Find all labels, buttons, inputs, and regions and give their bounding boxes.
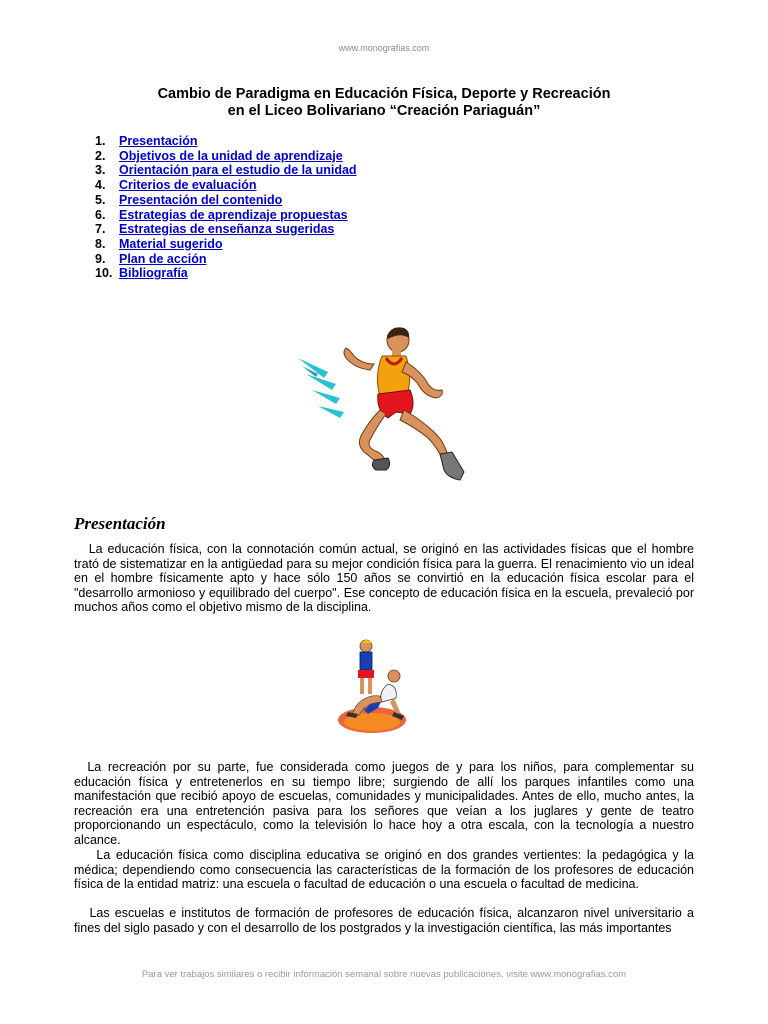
toc-link-bibliografia[interactable]: Bibliografía [119,266,188,281]
title-line-1: Cambio de Paradigma en Educación Física, Deporte y Recreación [157,86,611,102]
paragraph-1: La educación física, con la connotación común actual, se originó en las actividades físicas que el hombre trató de sistematizar en la antigüedad para su mejor condición física para la guerra. El renacimiento vio un ideal en el hombre físicamente apto y hace sólo 150 años se convirtió en la educación física escolar para el "desarrollo armonioso y equilibrado del cuerpo". Ese concepto de educación física en la escuela, prevaleció por muchos años como el objetivo mismo de la disciplina. [74,542,698,615]
toc-item: 1. Presentación [95,134,198,148]
toc-item: 2. Objetivos de la unidad de aprendizaje [95,148,343,163]
toc-item: 7. Estrategias de enseñanza sugeridas [95,222,335,237]
paragraph-2: La recreación por su parte, fue considerada como juegos de y para los niños, para complementar su educación física y entretenerlos en su tiempo libre; surgiendo de allí los parques infantiles como una manifestación que recibió apoyo de escuelas, comunidades y municipalidades. Antes de ello, mucho antes, la recreación era una entretención pasiva para los señores que veían a los juglares y gente de teatro proporcionando un espectáculo, como la televisión lo hace hoy a otra escala, con la tecnología a nuestro alcance. [74,760,698,847]
toc-link-objetivos[interactable]: Objetivos de la unidad de aprendizaje [119,148,343,163]
paragraph-4: Las escuelas e institutos de formación de profesores de educación física, alcanzaron nivel universitario a fines del siglo pasado y con el desarrollo de los postgrados y la investigación científica, las más importantes [74,906,698,935]
table-of-contents [90,134,357,281]
toc-item: 3. Orientación para el estudio de la unidad [95,163,357,178]
toc-link-estrategias-ensenanza[interactable]: Estrategias de enseñanza sugeridas [119,222,335,237]
toc-item: 10. Bibliografía [95,266,188,281]
toc-link-estrategias-aprendizaje[interactable]: Estrategias de aprendizaje propuestas [119,207,348,222]
toc-link-material[interactable]: Material sugerido [119,236,223,251]
toc-item: 6. Estrategias de aprendizaje propuestas [95,207,348,222]
header-url: www.monografias.com [338,43,430,53]
footer-text: Para ver trabajos similares o recibir información semanal sobre nuevas publicaciones, visite www.monografias.com [141,969,627,980]
toc-item: 5. Presentación del contenido [95,192,283,207]
children-playing-illustration [336,636,410,736]
toc-item: 9. Plan de acción [95,251,207,266]
paragraph-3: La educación física como disciplina educativa se originó en dos grandes vertientes: la pedagógica y la médica; dependiendo como consecuencia las características de la formación de los profesores de educación física de la entidad matriz: una escuela o facultad de educación o una escuela o facultad de medicina. [74,848,698,892]
toc-link-criterios[interactable]: Criterios de evaluación [119,178,257,193]
title-line-2: en el Liceo Bolivariano “Creación Pariaguán” [227,103,541,119]
toc-item: 4. Criterios de evaluación [95,178,257,193]
runner-illustration [288,322,472,488]
toc-link-orientacion[interactable]: Orientación para el estudio de la unidad [119,163,357,178]
toc-item: 8. Material sugerido [95,236,223,251]
section-heading-presentacion: Presentación [74,514,166,533]
document-title [100,86,668,120]
toc-link-plan-accion[interactable]: Plan de acción [119,251,207,266]
toc-link-presentacion-contenido[interactable]: Presentación del contenido [119,192,283,207]
toc-link-presentacion[interactable]: Presentación [119,134,198,148]
